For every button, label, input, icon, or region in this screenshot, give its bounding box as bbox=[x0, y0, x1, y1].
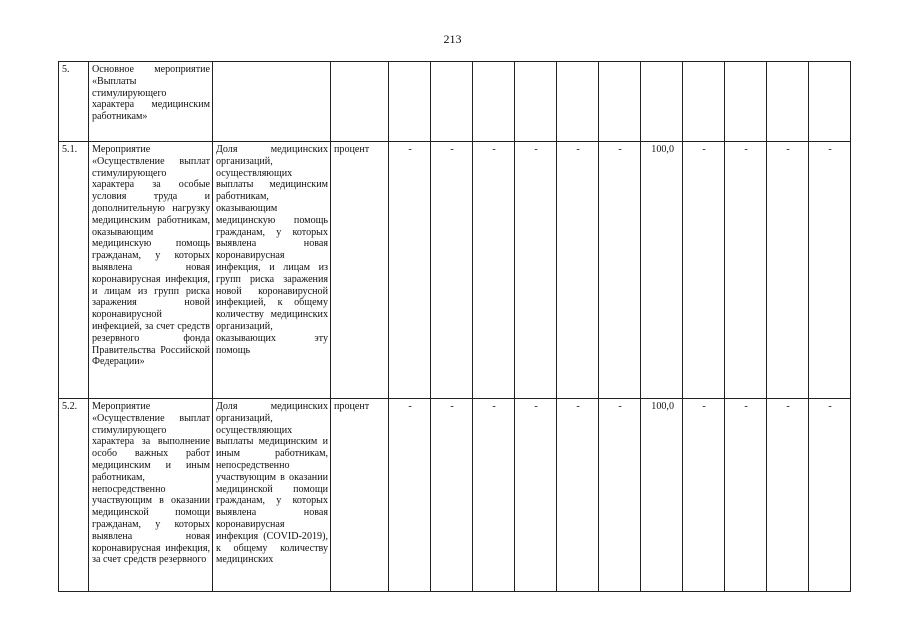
event-name: Мероприятие «Осуществление выплат стимулирующего характера за особые условия труда и дополнительную нагрузку медицинским работникам, оказывающим медицинскую помощь гражданам, у которых выявлена новая коронавирусная инфекция, и лицам из групп риска заражения новой коронавирусной инфекцией, за счет средств резервного фонда Правительства Российской Федерации» bbox=[89, 142, 213, 399]
value-cell: - bbox=[725, 142, 767, 399]
value-cell: 100,0 bbox=[641, 142, 683, 399]
event-name: Основное мероприятие «Выплаты стимулирующего характера медицинским работникам» bbox=[89, 62, 213, 142]
row-number: 5.1. bbox=[59, 142, 89, 399]
event-name: Мероприятие «Осуществление выплат стимулирующего характера за выполнение особо важных работ медицинским и иным работникам, непосредственно участвующим в оказании медицинской помощи гражданам, у которых выявлена новая коронавирусная инфекция, за счет средств резервного bbox=[89, 399, 213, 592]
value-cell: - bbox=[515, 142, 557, 399]
value-cell: - bbox=[557, 142, 599, 399]
value-cell: - bbox=[599, 399, 641, 592]
value-cell: - bbox=[809, 142, 851, 399]
indicator-name: Доля медицинских организаций, осуществляющих выплаты медицинским и иным работникам, непосредственно участвующим в оказании медицинской помощи гражданам, у которых выявлена новая коронавирусная инфекция (COVID-2019), к общему количеству медицинских bbox=[213, 399, 331, 592]
value-cell: - bbox=[599, 142, 641, 399]
value-cell bbox=[767, 62, 809, 142]
value-cell: - bbox=[767, 142, 809, 399]
value-cell: - bbox=[473, 142, 515, 399]
value-cell bbox=[809, 62, 851, 142]
value-cell: - bbox=[809, 399, 851, 592]
value-cell: - bbox=[683, 142, 725, 399]
value-cell: - bbox=[515, 399, 557, 592]
unit-cell: процент bbox=[331, 142, 389, 399]
value-cell: - bbox=[389, 142, 431, 399]
value-cell bbox=[641, 62, 683, 142]
value-cell: - bbox=[431, 142, 473, 399]
table-row bbox=[59, 399, 851, 592]
value-cell bbox=[557, 62, 599, 142]
indicator-name bbox=[213, 62, 331, 142]
value-cell: - bbox=[389, 399, 431, 592]
unit-cell bbox=[331, 62, 389, 142]
table-row bbox=[59, 62, 851, 142]
value-cell: - bbox=[473, 399, 515, 592]
page-number: 213 bbox=[443, 32, 462, 46]
value-cell bbox=[473, 62, 515, 142]
value-cell bbox=[725, 62, 767, 142]
value-cell: - bbox=[557, 399, 599, 592]
table-row bbox=[59, 142, 851, 399]
program-indicators-table bbox=[58, 61, 851, 592]
row-number: 5. bbox=[59, 62, 89, 142]
value-cell: - bbox=[431, 399, 473, 592]
value-cell bbox=[389, 62, 431, 142]
value-cell: 100,0 bbox=[641, 399, 683, 592]
value-cell bbox=[431, 62, 473, 142]
row-number: 5.2. bbox=[59, 399, 89, 592]
value-cell: - bbox=[725, 399, 767, 592]
indicator-name: Доля медицинских организаций, осуществляющих выплаты медицинским работникам, оказывающим медицинскую помощь гражданам, у которых выявлена новая коронавирусная инфекция, и лицам из групп риска заражения новой коронавирусной инфекцией, к общему количеству медицинских организаций, оказывающих эту помощь bbox=[213, 142, 331, 399]
value-cell: - bbox=[767, 399, 809, 592]
value-cell: - bbox=[683, 399, 725, 592]
value-cell bbox=[683, 62, 725, 142]
value-cell bbox=[599, 62, 641, 142]
value-cell bbox=[515, 62, 557, 142]
unit-cell: процент bbox=[331, 399, 389, 592]
